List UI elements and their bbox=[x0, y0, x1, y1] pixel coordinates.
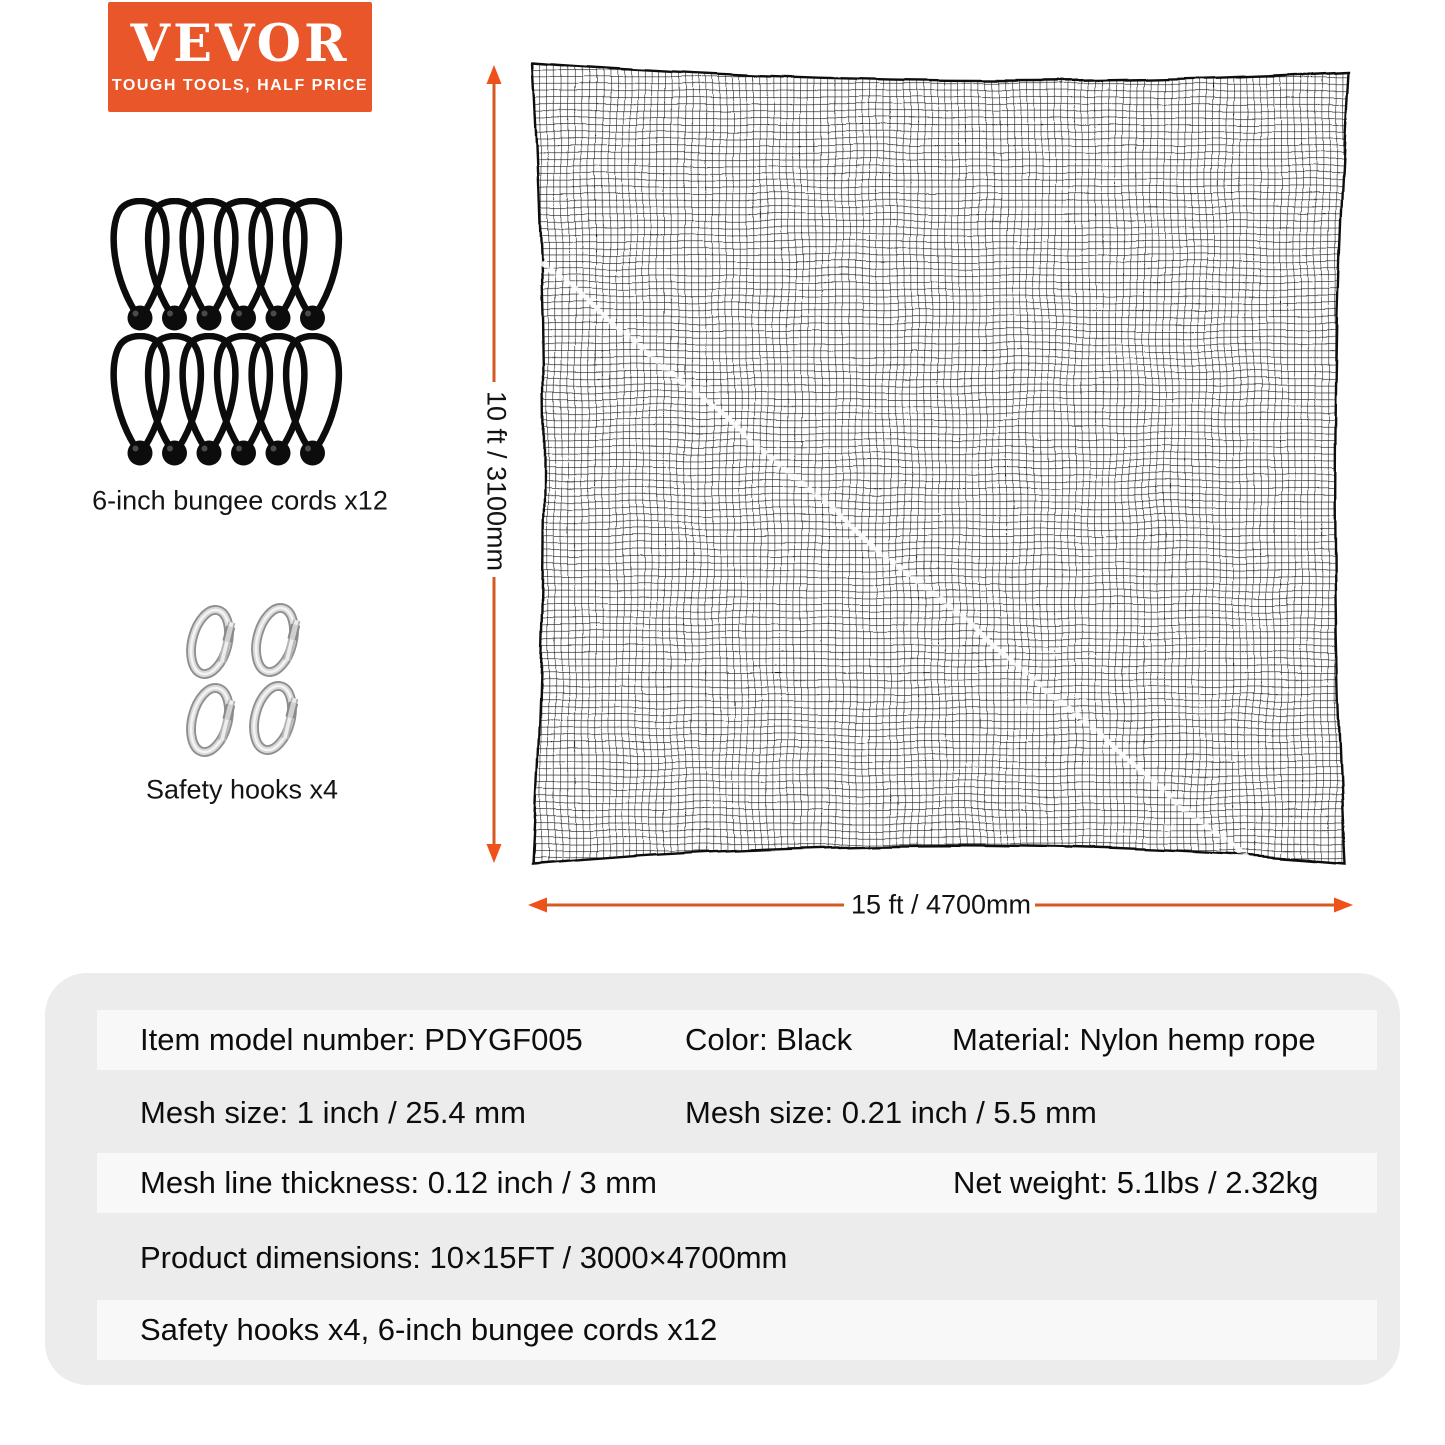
spec-row-thickness bbox=[97, 1153, 1377, 1213]
spec-line-thickness: Mesh line thickness: 0.12 inch / 3 mm bbox=[140, 1165, 657, 1200]
spec-accessories: Safety hooks x4, 6-inch bungee cords x12 bbox=[140, 1312, 718, 1347]
bungee-cords-label: 6-inch bungee cords x12 bbox=[92, 485, 388, 516]
spec-row-model bbox=[97, 1010, 1377, 1070]
spec-row-dimensions bbox=[45, 1228, 1400, 1288]
bungee-cords-icon bbox=[95, 198, 357, 490]
vevor-logo bbox=[108, 2, 372, 112]
spec-material: Material: Nylon hemp rope bbox=[952, 1022, 1316, 1057]
height-dimension-label: 10 ft / 3100mm bbox=[481, 390, 512, 572]
spec-model-number: Item model number: PDYGF005 bbox=[140, 1022, 583, 1057]
spec-product-dimensions: Product dimensions: 10×15FT / 3000×4700mm bbox=[140, 1240, 788, 1275]
spec-mesh-size-2: Mesh size: 0.21 inch / 5.5 mm bbox=[685, 1095, 1097, 1130]
width-dimension-label: 15 ft / 4700mm bbox=[850, 889, 1032, 920]
safety-hooks-icon bbox=[165, 588, 355, 788]
spec-net-weight: Net weight: 5.1lbs / 2.32kg bbox=[953, 1165, 1319, 1200]
spec-color: Color: Black bbox=[685, 1022, 853, 1057]
safety-hooks-label: Safety hooks x4 bbox=[145, 774, 339, 805]
net-illustration bbox=[527, 56, 1357, 874]
spec-mesh-size-1: Mesh size: 1 inch / 25.4 mm bbox=[140, 1095, 526, 1130]
brand-tagline: TOUGH TOOLS, HALF PRICE bbox=[111, 77, 369, 94]
brand-name: VEVOR bbox=[130, 14, 350, 74]
spec-row-mesh-size bbox=[45, 1083, 1400, 1143]
spec-table bbox=[45, 973, 1400, 1385]
spec-row-accessories bbox=[97, 1300, 1377, 1360]
